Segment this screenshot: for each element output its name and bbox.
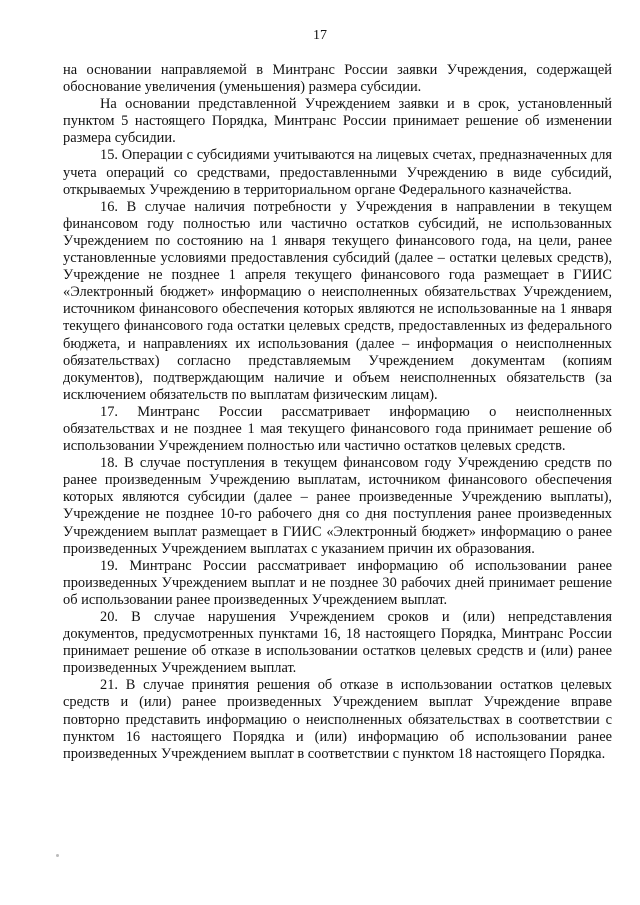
document-body	[63, 62, 612, 763]
paragraph-16: 16. В случае наличия потребности у Учреждения в направлении в текущем финансовом году полностью или частично остатков субсидий, не использованных Учреждением по состоянию на 1 января текущего финансового года, на цели, ранее установленные условиями предоставления субсидий (далее – остатки целевых средств), Учреждение не позднее 1 апреля текущего финансового года размещает в ГИИС «Электронный бюджет» информацию о неисполненных обязательствах Учреждением, источником финансового обеспечения которых являются не использованные на 1 января текущего финансового года остатки целевых средств, предоставленных из федерального бюджета, и направлениях их использования (далее – информация о неисполненных обязательствах) согласно представляемым Учреждением документам (копиям документов), подтверждающим наличие и объем неисполненных обязательств (за исключением обязательств по выплатам физическим лицам).	[63, 198, 612, 403]
page-number: 17	[313, 28, 327, 43]
scan-artifact-dot	[56, 854, 59, 857]
paragraph-17: 17. Минтранс России рассматривает информацию о неисполненных обязательствах и не позднее 1 мая текущего финансового года принимает решение об использовании Учреждением полностью или частично остатков целевых средств.	[63, 403, 612, 455]
paragraph-21: 21. В случае принятия решения об отказе в использовании остатков целевых средств и (или) ранее произведенных Учреждением выплат Учреждение вправе повторно представить информацию о неисполненных обязательствах в соответствии с пунктом 16 настоящего Порядка и (или) информацию об использовании ранее произведенных Учреждением выплат в соответствии с пунктом 18 настоящего Порядка.	[63, 677, 612, 762]
paragraph-continuation: на основании направляемой в Минтранс России заявки Учреждения, содержащей обоснование увеличения (уменьшения) размера субсидии.	[63, 62, 612, 96]
paragraph-19: 19. Минтранс России рассматривает информацию об использовании ранее произведенных Учреждением выплат и не позднее 30 рабочих дней принимает решение об использовании ранее произведенных Учреждением выплат.	[63, 557, 612, 608]
paragraph-18: 18. В случае поступления в текущем финансовом году Учреждению средств по ранее произведенным Учреждению выплатам, источником финансового обеспечения которых являются субсидии (далее – ранее произведенные Учреждению выплаты), Учреждение не позднее 10-го рабочего дня со дня поступления ранее произведенных Учреждением выплат размещает в ГИИС «Электронный бюджет» информацию о ранее произведенных Учреждением выплатах с указанием причин их образования.	[63, 455, 612, 557]
paragraph-20: 20. В случае нарушения Учреждением сроков и (или) непредставления документов, предусмотренных пунктами 16, 18 настоящего Порядка, Минтранс России принимает решение об отказе в использовании остатков целевых средств и (или) ранее произведенных Учреждением выплат.	[63, 609, 612, 677]
paragraph-15: 15. Операции с субсидиями учитываются на лицевых счетах, предназначенных для учета операций со средствами, предоставленными Учреждению в виде субсидий, открываемых Учреждению в территориальном органе Федерального казначейства.	[63, 147, 612, 198]
paragraph-subsidy-change-decision: На основании представленной Учреждением заявки и в срок, установленный пунктом 5 настоящего Порядка, Минтранс России принимает решение об изменении размера субсидии.	[63, 96, 612, 147]
